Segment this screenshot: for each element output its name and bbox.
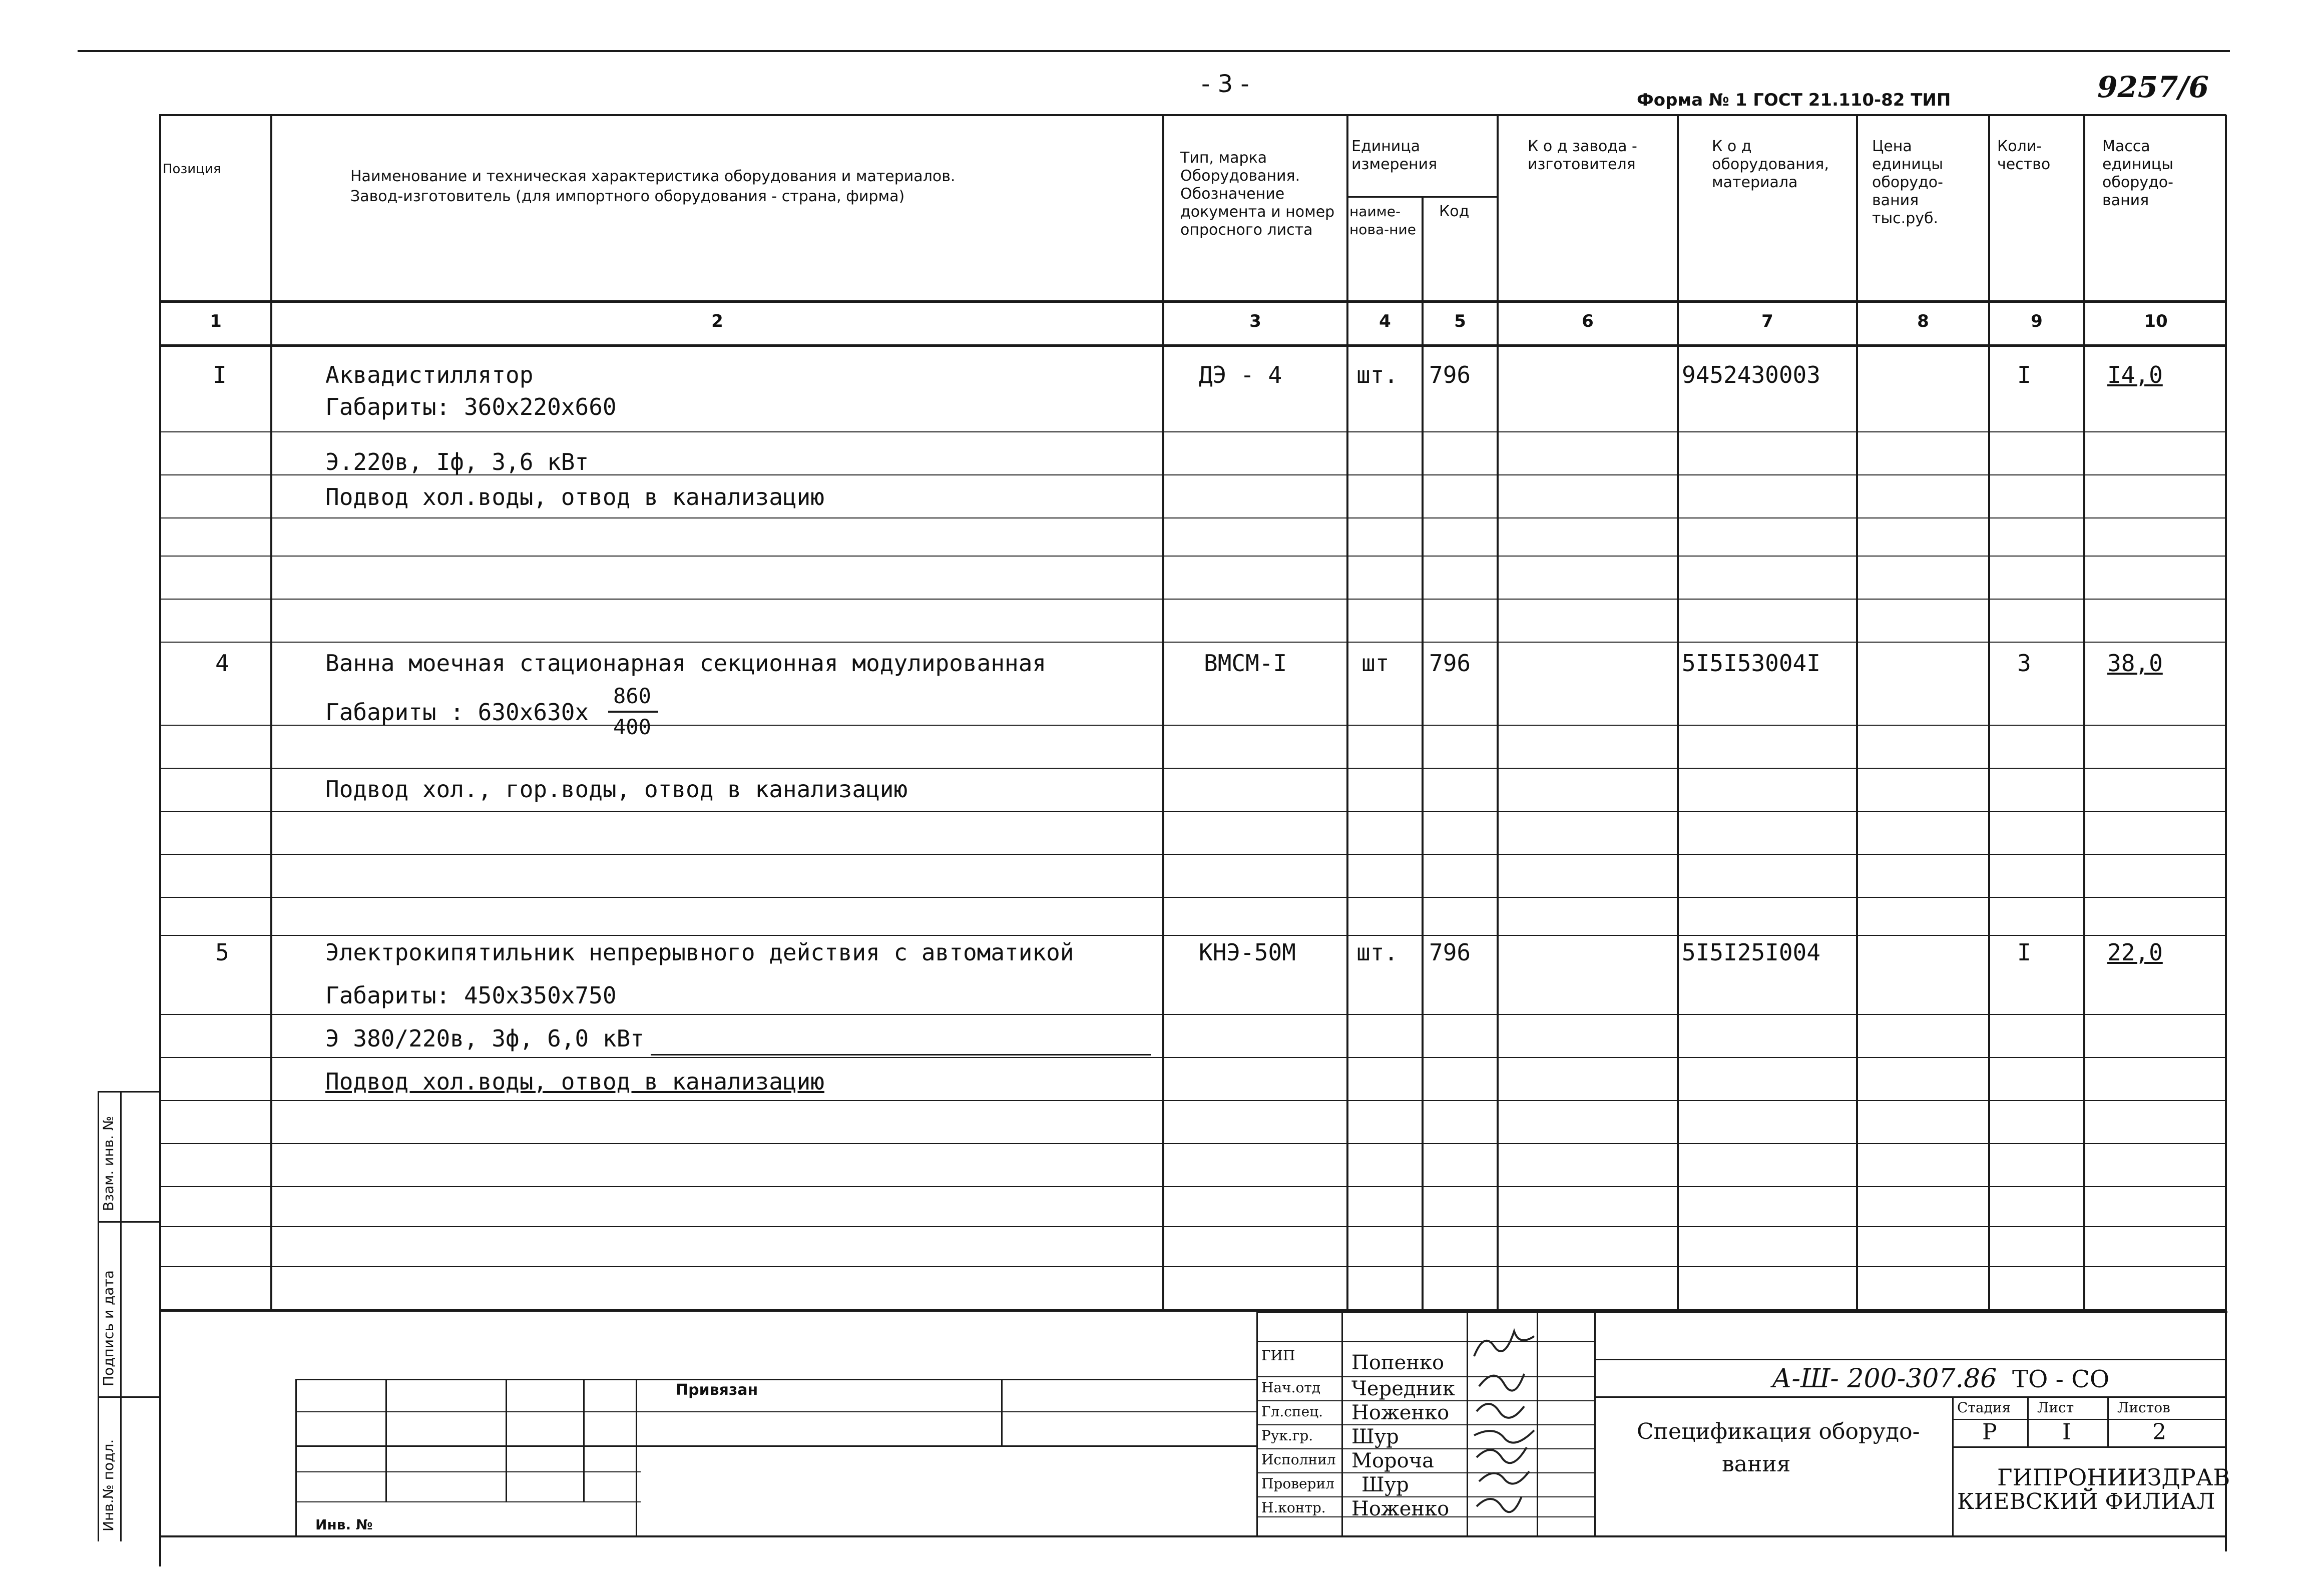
side-stamp-replace-inv: Взам. инв. № xyxy=(100,1116,117,1211)
row-line xyxy=(159,1186,2226,1187)
item-quantity: I xyxy=(2017,939,2031,966)
item-dim-numerator: 860 xyxy=(613,684,651,708)
item-type: ДЭ - 4 xyxy=(1199,361,1282,388)
col-header-quantity: Коли-чество xyxy=(1997,138,2051,173)
item-quantity: I xyxy=(2017,361,2031,388)
row-line xyxy=(159,1100,2226,1101)
item-position: I xyxy=(213,361,227,388)
item-mass: 38,0 xyxy=(2107,650,2163,677)
tb-right-row2 xyxy=(1594,1396,2226,1398)
stage-value: Р xyxy=(1982,1419,1997,1445)
signature-marks xyxy=(1469,1321,1539,1536)
role-label: Гл.спец. xyxy=(1261,1403,1323,1420)
col-header-factory-code: К о д завода - изготовителя xyxy=(1528,138,1637,173)
col-number: 9 xyxy=(2031,311,2043,331)
doc-title-line1: Спецификация оборудо- xyxy=(1637,1419,1920,1444)
sig-row xyxy=(1256,1424,1594,1425)
sig-grid-name xyxy=(1467,1311,1468,1536)
col-line-5 xyxy=(1497,114,1499,1310)
row-line xyxy=(159,1014,2226,1015)
side-stamp-div2 xyxy=(98,1396,160,1398)
col-line-7 xyxy=(1856,114,1858,1310)
row-line xyxy=(159,1057,2226,1058)
item-unit-code: 796 xyxy=(1429,361,1471,388)
tb-line xyxy=(583,1379,585,1501)
signer-name: Шур xyxy=(1351,1425,1399,1448)
side-stamp-signature-date: Подпись и дата xyxy=(100,1270,117,1386)
col-header-type: Тип, марка Оборудования. Обозначение документа и номер опросного листа xyxy=(1180,149,1335,239)
item-dim-denominator: 400 xyxy=(613,715,651,739)
signer-name: Мороча xyxy=(1351,1449,1435,1472)
col-header-name-1: Наименование и техническая характеристика оборудования и материалов. xyxy=(350,168,956,185)
col-line-8 xyxy=(1988,114,1990,1310)
item-type: КНЭ-50М xyxy=(1199,939,1296,966)
tb-line xyxy=(1001,1379,1003,1446)
role-label: Проверил xyxy=(1261,1475,1334,1492)
page-label: - 3 - xyxy=(1201,70,1249,98)
col-number: 7 xyxy=(1761,311,1773,331)
tb-line xyxy=(295,1379,1256,1380)
item-name: Электрокипятильник непрерывного действия с автоматикой xyxy=(325,939,1074,966)
item-unit: шт xyxy=(1361,650,1390,677)
col-header-unit-code: Код xyxy=(1439,203,1470,220)
col-line-9 xyxy=(2083,114,2085,1310)
fraction-bar xyxy=(608,711,658,713)
sheet-value: I xyxy=(2062,1419,2071,1445)
doc-number: 9257/6 xyxy=(2097,70,2209,104)
sig-grid-right xyxy=(1594,1311,1596,1536)
item-detail: Подвод хол., гор.воды, отвод в канализацию xyxy=(325,776,908,803)
item-name: Аквадистиллятор xyxy=(325,361,534,388)
row-line xyxy=(159,517,2226,518)
row-line xyxy=(159,642,2226,643)
stage-label: Стадия xyxy=(1957,1399,2011,1416)
item-unit: шт. xyxy=(1356,361,1399,388)
col-line-3 xyxy=(1346,114,1348,1310)
sig-grid-left xyxy=(1256,1311,1258,1536)
col-header-price: Цена единицы оборудо-вания тыс.руб. xyxy=(1872,138,1943,227)
row-line xyxy=(159,1226,2226,1227)
tb-line xyxy=(385,1379,387,1501)
form-label: Форма № 1 ГОСТ 21.110-82 ТИП xyxy=(1637,90,1951,110)
role-label: Н.контр. xyxy=(1261,1499,1326,1516)
underline xyxy=(651,1054,1151,1055)
sig-grid-role xyxy=(1341,1311,1343,1536)
tb-right-div3 xyxy=(2107,1396,2109,1446)
item-quantity: 3 xyxy=(2017,650,2031,677)
sheet-label: Лист xyxy=(2037,1399,2074,1416)
tb-line xyxy=(295,1471,641,1472)
side-stamp-top xyxy=(98,1091,160,1093)
item-position: 4 xyxy=(215,650,229,677)
frame-left xyxy=(159,115,161,1566)
col-number: 4 xyxy=(1379,311,1391,331)
tb-line xyxy=(295,1379,297,1536)
sig-grid-top xyxy=(1256,1311,2227,1313)
item-detail: Э.220в, Iф, 3,6 кВт xyxy=(325,448,589,475)
col-header-mass: Масса единицы оборудо-вания xyxy=(2102,138,2173,209)
tb-right-div2 xyxy=(2027,1396,2029,1446)
row-line xyxy=(159,768,2226,769)
header-bottom xyxy=(159,300,2226,303)
sheets-label: Листов xyxy=(2117,1399,2170,1416)
row-line xyxy=(159,935,2226,936)
project-code: А-Ш- 200-307.86 xyxy=(1772,1364,1997,1394)
signature-icon xyxy=(1477,1496,1522,1512)
frame-top xyxy=(78,50,2230,52)
tb-privyazan: Привязан xyxy=(676,1381,758,1399)
frame-bottom xyxy=(159,1535,2226,1537)
signer-name: Ноженко xyxy=(1351,1401,1450,1424)
col-line-1 xyxy=(270,114,272,1310)
tb-inv: Инв. № xyxy=(315,1516,373,1533)
colnum-bottom xyxy=(159,344,2226,347)
signature-icon xyxy=(1477,1404,1524,1418)
col-line-2 xyxy=(1162,114,1164,1310)
org-name-1: ГИПРОНИИЗДРАВ xyxy=(1997,1464,2230,1491)
item-unit: шт. xyxy=(1356,939,1399,966)
row-line xyxy=(159,1143,2226,1144)
item-detail: Габариты: 360х220х660 xyxy=(325,393,617,420)
row-line xyxy=(159,1266,2226,1267)
signer-name: Чередник xyxy=(1351,1377,1455,1400)
item-type: ВМСМ-I xyxy=(1204,650,1287,677)
tb-right-row1 xyxy=(1594,1359,2226,1360)
side-stamp-mid xyxy=(120,1091,122,1541)
tb-right-row4 xyxy=(1952,1446,2226,1448)
signer-name: Попенко xyxy=(1351,1351,1445,1374)
tb-line xyxy=(295,1445,1256,1447)
signature-icon xyxy=(1479,1471,1529,1484)
role-label: Рук.гр. xyxy=(1261,1427,1313,1444)
item-position: 5 xyxy=(215,939,229,966)
signer-name: Шур xyxy=(1361,1473,1409,1496)
col-header-position: Позиция xyxy=(163,162,221,177)
role-label: Исполнил xyxy=(1261,1451,1336,1468)
col-header-equipment-code: К о д оборудования, материала xyxy=(1712,138,1829,191)
tb-line xyxy=(295,1501,641,1502)
item-detail: Подвод хол.воды, отвод в канализацию xyxy=(325,1068,824,1095)
sig-row xyxy=(1256,1472,1594,1473)
item-dimensions: Габариты : 630х630х xyxy=(325,699,589,726)
tb-right-div xyxy=(1952,1396,1954,1536)
item-unit-code: 796 xyxy=(1429,650,1471,677)
signature-icon xyxy=(1474,1430,1534,1443)
col-header-unit: Единица измерения xyxy=(1351,138,1438,173)
col-header-name-2: Завод-изготовитель (для импортного оборудования - страна, фирма) xyxy=(350,188,905,205)
item-mass: I4,0 xyxy=(2107,361,2163,388)
row-line xyxy=(159,811,2226,812)
side-stamp-inv-original: Инв.№ подл. xyxy=(100,1439,117,1531)
sig-row xyxy=(1256,1341,1594,1342)
signer-name: Ноженко xyxy=(1351,1497,1450,1520)
tb-line xyxy=(295,1411,1256,1412)
col-number: 10 xyxy=(2144,311,2168,331)
item-name: Ванна моечная стационарная секционная модулированная xyxy=(325,650,1047,677)
col-number: 6 xyxy=(1582,311,1594,331)
col-number: 1 xyxy=(210,311,222,331)
side-stamp-left xyxy=(98,1091,99,1541)
role-label: ГИП xyxy=(1261,1347,1295,1364)
item-detail: Э 380/220в, 3ф, 6,0 кВт xyxy=(325,1025,644,1052)
signature-icon xyxy=(1474,1331,1534,1356)
item-detail: Подвод хол.воды, отвод в канализацию xyxy=(325,483,824,510)
org-name-2: КИЕВСКИЙ ФИЛИАЛ xyxy=(1957,1489,2215,1514)
signature-icon xyxy=(1477,1447,1527,1463)
tb-line xyxy=(506,1379,507,1501)
item-code: 5I5I25I004 xyxy=(1682,939,1820,966)
item-code: 9452430003 xyxy=(1682,361,1820,388)
row-line xyxy=(159,599,2226,600)
row-line xyxy=(159,556,2226,557)
row-line xyxy=(159,897,2226,898)
col-line-6 xyxy=(1677,114,1679,1310)
item-mass: 22,0 xyxy=(2107,939,2163,966)
side-stamp-div1 xyxy=(98,1221,160,1223)
doc-title-line2: вания xyxy=(1722,1451,1791,1477)
col-number: 2 xyxy=(711,311,723,331)
tb-line xyxy=(636,1379,637,1536)
sheets-value: 2 xyxy=(2152,1419,2166,1445)
row-line xyxy=(159,854,2226,855)
col-header-unit-name: наиме-нова-ние xyxy=(1349,203,1416,238)
item-detail: Габариты: 450х350х750 xyxy=(325,982,617,1009)
signature-icon xyxy=(1479,1374,1524,1391)
table-top xyxy=(159,114,2226,116)
row-line xyxy=(159,431,2226,432)
role-label: Нач.отд xyxy=(1261,1379,1321,1396)
item-unit-code: 796 xyxy=(1429,939,1471,966)
col-number: 5 xyxy=(1454,311,1466,331)
project-suffix: ТО - СО xyxy=(2012,1365,2110,1393)
item-code: 5I5I53004I xyxy=(1682,650,1820,677)
col-number: 8 xyxy=(1917,311,1929,331)
col-number: 3 xyxy=(1249,311,1261,331)
